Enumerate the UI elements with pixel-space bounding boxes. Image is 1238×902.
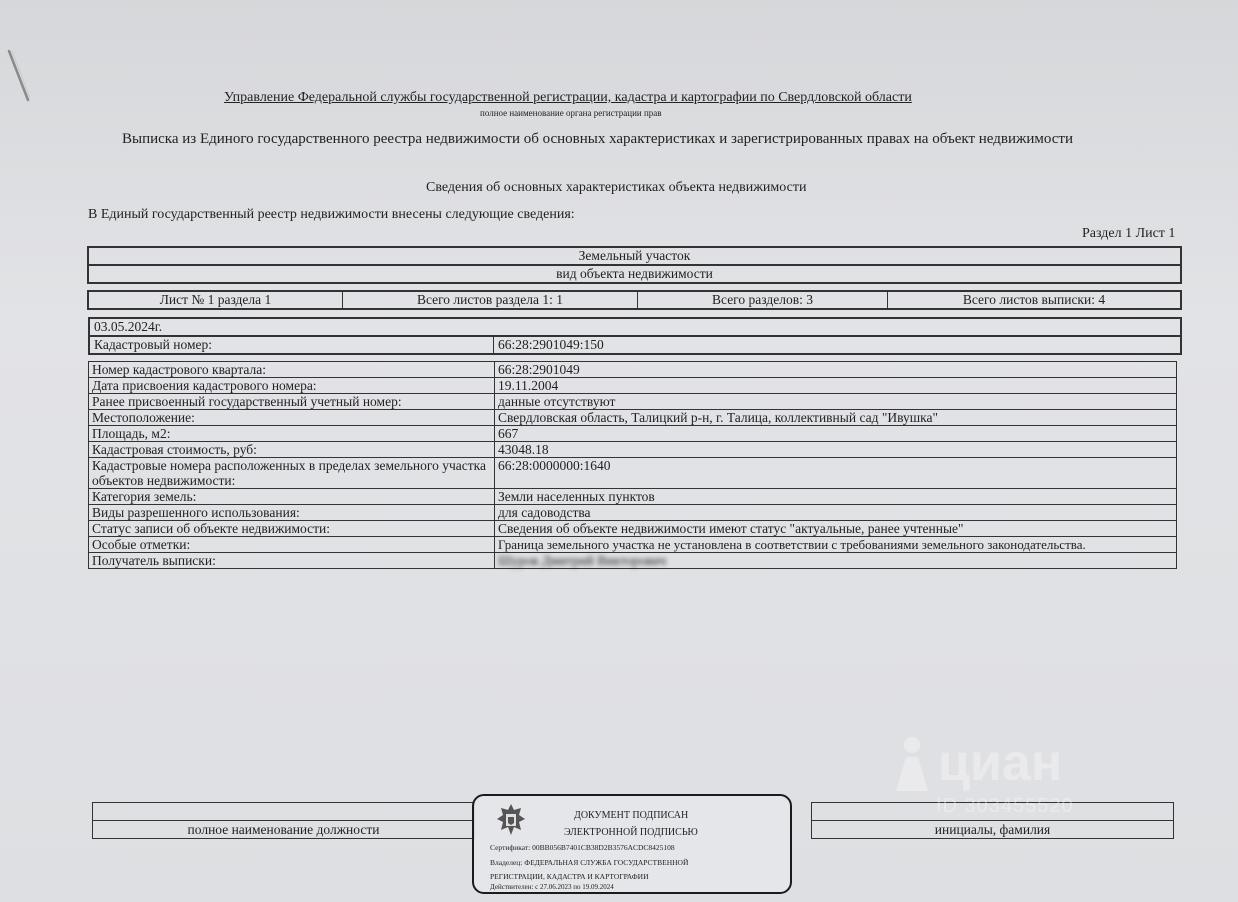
section-title: Сведения об основных характеристиках объекта недвижимости [426, 180, 807, 195]
sheet-number: Лист № 1 раздела 1 [89, 292, 343, 308]
name-caption: инициалы, фамилия [811, 820, 1174, 839]
position-caption: полное наименование должности [92, 820, 475, 839]
properties-table [88, 361, 1177, 569]
table-row [89, 521, 1177, 537]
row-value: Сведения об объекте недвижимости имеют статус "актуальные, ранее учтенные" [495, 521, 1177, 537]
cadastral-number-row [88, 335, 1182, 355]
organization-caption: полное наименование органа регистрации прав [480, 108, 662, 118]
object-type-box [87, 246, 1182, 266]
row-label: Статус записи об объекте недвижимости: [89, 521, 495, 537]
extract-title: Выписка из Единого государственного реестра недвижимости об основных характеристиках и зарегистрированных правах на объект недвижимости [122, 131, 1074, 147]
table-row [89, 442, 1177, 458]
row-label: Ранее присвоенный государственный учетный номер: [89, 394, 495, 410]
razdel-label: Раздел 1 Лист 1 [1082, 226, 1176, 241]
row-value: 66:28:2901049 [495, 362, 1177, 378]
row-value: 667 [495, 426, 1177, 442]
table-row [89, 489, 1177, 505]
extract-date: 03.05.2024г. [94, 319, 163, 334]
stamp-line2: ЭЛЕКТРОННОЙ ПОДПИСЬЮ [564, 827, 698, 838]
esignature-stamp [472, 794, 792, 894]
row-label: Особые отметки: [89, 537, 495, 553]
total-sheets: Всего листов выписки: 4 [962, 292, 1106, 307]
row-value: данные отсутствуют [495, 394, 1177, 410]
row-value: 19.11.2004 [495, 378, 1177, 394]
table-row [89, 458, 1177, 489]
row-label: Дата присвоения кадастрового номера: [89, 378, 495, 394]
object-type: Земельный участок [578, 248, 691, 263]
table-row [89, 553, 1177, 569]
row-value: Свердловская область, Талицкий р-н, г. Талица, коллективный сад "Ивушка" [495, 410, 1177, 426]
table-row [89, 505, 1177, 521]
watermark-brand: циан [938, 734, 1063, 792]
row-label: Получатель выписки: [89, 553, 495, 569]
stamp-owner-line2: РЕГИСТРАЦИИ, КАДАСТРА И КАРТОГРАФИИ [490, 872, 649, 881]
table-row [89, 426, 1177, 442]
watermark-id: ID 303455520 [936, 795, 1074, 817]
intro-text: В Единый государственный реестр недвижимости внесены следующие сведения: [88, 207, 575, 222]
stamp-certificate: Сертификат: 00BB056B7401CB38D2B3576ACDC8425108 [490, 843, 675, 852]
row-value: 43048.18 [495, 442, 1177, 458]
row-label: Кадастровые номера расположенных в пределах земельного участка объектов недвижимости: [89, 458, 495, 489]
person-icon [890, 735, 934, 795]
row-value: Земли населенных пунктов [495, 489, 1177, 505]
sheet-info-row [87, 290, 1182, 310]
row-value: для садоводства [495, 505, 1177, 521]
table-row [89, 378, 1177, 394]
date-row [88, 317, 1182, 337]
stamp-owner-line1: Владелец: ФЕДЕРАЛЬНАЯ СЛУЖБА ГОСУДАРСТВЕННОЙ [490, 858, 689, 867]
object-type-caption: вид объекта недвижимости [556, 266, 713, 281]
pin-icon [6, 48, 32, 104]
cadastral-number-label: Кадастровый номер: [90, 337, 494, 353]
object-type-caption-box [87, 264, 1182, 284]
stamp-validity: Действителен: с 27.06.2023 по 19.09.2024 [490, 883, 614, 891]
row-value: Граница земельного участка не установлена в соответствии с требованиями земельного законодательства. [495, 537, 1177, 553]
row-label: Площадь, м2: [89, 426, 495, 442]
row-label: Виды разрешенного использования: [89, 505, 495, 521]
row-label: Кадастровая стоимость, руб: [89, 442, 495, 458]
row-label: Номер кадастрового квартала: [89, 362, 495, 378]
table-row [89, 362, 1177, 378]
stamp-line1: ДОКУМЕНТ ПОДПИСАН [574, 810, 689, 821]
emblem-icon [494, 802, 528, 838]
row-label: Местоположение: [89, 410, 495, 426]
table-row [89, 410, 1177, 426]
total-sections: Всего разделов: 3 [638, 292, 888, 308]
table-row [89, 537, 1177, 553]
sheets-in-section: Всего листов раздела 1: 1 [343, 292, 638, 308]
recipient-name: Шуров Дмитрий Викторович [498, 553, 667, 568]
recipient-value [495, 553, 1177, 569]
row-label: Категория земель: [89, 489, 495, 505]
table-row [89, 394, 1177, 410]
row-value: 66:28:0000000:1640 [495, 458, 1177, 489]
organization-name: Управление Федеральной службы государственной регистрации, кадастра и картографии по Свердловской области [224, 90, 912, 105]
cadastral-number-value: 66:28:2901049:150 [498, 337, 604, 352]
